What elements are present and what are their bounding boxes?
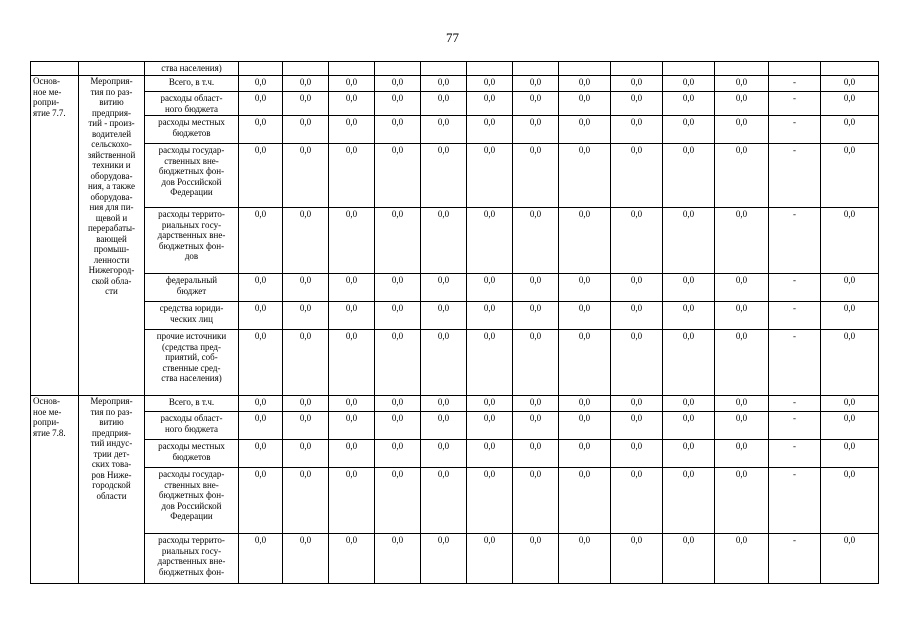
value-cell: 0,0 — [283, 330, 329, 396]
value-cell — [611, 62, 663, 76]
value-cell: 0,0 — [821, 396, 879, 412]
value-cell: 0,0 — [375, 412, 421, 440]
value-cell: 0,0 — [239, 274, 283, 302]
value-cell: 0,0 — [421, 144, 467, 208]
value-cell — [821, 62, 879, 76]
table-row — [31, 302, 879, 330]
value-cell: 0,0 — [559, 468, 611, 534]
value-cell: 0,0 — [421, 208, 467, 274]
table-row — [31, 330, 879, 396]
value-cell: 0,0 — [239, 412, 283, 440]
funding-source: средства юриди- ческих лиц — [145, 302, 239, 330]
value-cell: 0,0 — [821, 412, 879, 440]
value-cell: 0,0 — [239, 468, 283, 534]
value-cell: 0,0 — [239, 116, 283, 144]
value-cell: 0,0 — [375, 76, 421, 92]
dash-cell: - — [769, 208, 821, 274]
value-cell: 0,0 — [283, 144, 329, 208]
value-cell: 0,0 — [821, 274, 879, 302]
value-cell: 0,0 — [821, 76, 879, 92]
value-cell: 0,0 — [611, 412, 663, 440]
value-cell: 0,0 — [329, 144, 375, 208]
value-cell: 0,0 — [611, 468, 663, 534]
value-cell: 0,0 — [559, 116, 611, 144]
dash-cell: - — [769, 76, 821, 92]
value-cell — [559, 62, 611, 76]
value-cell: 0,0 — [467, 412, 513, 440]
value-cell: 0,0 — [329, 92, 375, 116]
value-cell: 0,0 — [239, 330, 283, 396]
value-cell — [421, 62, 467, 76]
code-cell — [31, 62, 79, 76]
value-cell: 0,0 — [329, 330, 375, 396]
name-cell — [79, 62, 145, 76]
dash-cell: - — [769, 440, 821, 468]
value-cell: 0,0 — [375, 92, 421, 116]
value-cell: 0,0 — [513, 534, 559, 584]
funding-source: Всего, в т.ч. — [145, 76, 239, 92]
value-cell: 0,0 — [663, 274, 715, 302]
value-cell: 0,0 — [283, 76, 329, 92]
funding-source: прочие источники (средства пред- приятий, соб- ственные сред- ства населения) — [145, 330, 239, 396]
dash-cell: - — [769, 274, 821, 302]
page-number: 77 — [446, 30, 459, 45]
value-cell: 0,0 — [513, 302, 559, 330]
value-cell: 0,0 — [715, 76, 769, 92]
value-cell: 0,0 — [239, 302, 283, 330]
value-cell: 0,0 — [611, 534, 663, 584]
activity-name: Мероприя- тия по раз- витию предприя- тий индус- трии дет- ских това- ров Ниже- городской области — [79, 396, 145, 584]
value-cell: 0,0 — [513, 396, 559, 412]
value-cell: 0,0 — [283, 302, 329, 330]
value-cell: 0,0 — [329, 534, 375, 584]
value-cell: 0,0 — [375, 144, 421, 208]
value-cell: 0,0 — [559, 76, 611, 92]
value-cell — [769, 62, 821, 76]
value-cell: 0,0 — [715, 396, 769, 412]
table-row — [31, 116, 879, 144]
dash-cell: - — [769, 302, 821, 330]
value-cell — [375, 62, 421, 76]
dash-cell: - — [769, 116, 821, 144]
activity-code: Основ- ное ме- ропри- ятие 7.7. — [31, 76, 79, 396]
dash-cell: - — [769, 396, 821, 412]
table-row — [31, 208, 879, 274]
value-cell: 0,0 — [283, 92, 329, 116]
value-cell: 0,0 — [467, 302, 513, 330]
funding-source: расходы государ- ственных вне- бюджетных фон- дов Российской Федерации — [145, 468, 239, 534]
value-cell: 0,0 — [283, 412, 329, 440]
value-cell: 0,0 — [821, 208, 879, 274]
funding-source: расходы террито- риальных госу- дарственных вне- бюджетных фон- — [145, 534, 239, 584]
activity-name: Мероприя- тия по раз- витию предприя- тий - произ- водителей сельскохо- зяйственной техники и оборудова- ния, а также оборудова- ния для пи- щевой и перерабаты- вающей промыш- ленности Нижегород- ской обла- сти — [79, 76, 145, 396]
funding-source: расходы област- ного бюджета — [145, 92, 239, 116]
value-cell: 0,0 — [663, 330, 715, 396]
value-cell: 0,0 — [329, 274, 375, 302]
value-cell: 0,0 — [821, 92, 879, 116]
table-row — [31, 144, 879, 208]
value-cell: 0,0 — [821, 302, 879, 330]
value-cell: 0,0 — [663, 412, 715, 440]
value-cell: 0,0 — [513, 468, 559, 534]
table-row — [31, 92, 879, 116]
value-cell — [663, 62, 715, 76]
value-cell: 0,0 — [715, 302, 769, 330]
source-label: ства населения) — [145, 62, 239, 76]
value-cell — [513, 62, 559, 76]
dash-cell: - — [769, 92, 821, 116]
funding-source: Всего, в т.ч. — [145, 396, 239, 412]
value-cell: 0,0 — [467, 468, 513, 534]
value-cell: 0,0 — [283, 396, 329, 412]
value-cell — [239, 62, 283, 76]
value-cell: 0,0 — [421, 440, 467, 468]
table-row — [31, 62, 879, 76]
value-cell: 0,0 — [559, 330, 611, 396]
value-cell: 0,0 — [375, 274, 421, 302]
value-cell: 0,0 — [663, 92, 715, 116]
value-cell: 0,0 — [611, 144, 663, 208]
dash-cell: - — [769, 468, 821, 534]
value-cell: 0,0 — [559, 302, 611, 330]
value-cell: 0,0 — [239, 76, 283, 92]
value-cell: 0,0 — [283, 468, 329, 534]
value-cell: 0,0 — [559, 208, 611, 274]
value-cell: 0,0 — [467, 92, 513, 116]
value-cell: 0,0 — [329, 116, 375, 144]
value-cell — [715, 62, 769, 76]
value-cell: 0,0 — [559, 412, 611, 440]
value-cell: 0,0 — [513, 76, 559, 92]
value-cell: 0,0 — [821, 440, 879, 468]
value-cell: 0,0 — [663, 440, 715, 468]
value-cell: 0,0 — [821, 330, 879, 396]
funding-source: расходы террито- риальных госу- дарственных вне- бюджетных фон- дов — [145, 208, 239, 274]
dash-cell: - — [769, 144, 821, 208]
value-cell: 0,0 — [421, 274, 467, 302]
value-cell: 0,0 — [611, 76, 663, 92]
value-cell: 0,0 — [663, 208, 715, 274]
value-cell: 0,0 — [513, 208, 559, 274]
value-cell: 0,0 — [513, 144, 559, 208]
value-cell: 0,0 — [421, 534, 467, 584]
value-cell: 0,0 — [375, 330, 421, 396]
value-cell: 0,0 — [513, 440, 559, 468]
value-cell: 0,0 — [467, 396, 513, 412]
value-cell: 0,0 — [611, 116, 663, 144]
value-cell: 0,0 — [611, 330, 663, 396]
value-cell: 0,0 — [715, 468, 769, 534]
dash-cell: - — [769, 412, 821, 440]
value-cell: 0,0 — [375, 396, 421, 412]
value-cell: 0,0 — [611, 396, 663, 412]
value-cell: 0,0 — [329, 468, 375, 534]
value-cell: 0,0 — [329, 208, 375, 274]
value-cell: 0,0 — [663, 302, 715, 330]
value-cell: 0,0 — [283, 274, 329, 302]
value-cell: 0,0 — [821, 468, 879, 534]
value-cell: 0,0 — [715, 116, 769, 144]
value-cell: 0,0 — [715, 330, 769, 396]
value-cell: 0,0 — [375, 468, 421, 534]
value-cell: 0,0 — [375, 534, 421, 584]
value-cell: 0,0 — [239, 144, 283, 208]
value-cell: 0,0 — [467, 330, 513, 396]
value-cell: 0,0 — [421, 468, 467, 534]
funding-source: расходы област- ного бюджета — [145, 412, 239, 440]
value-cell: 0,0 — [559, 396, 611, 412]
table-row — [31, 76, 879, 92]
value-cell: 0,0 — [421, 116, 467, 144]
funding-source: федеральный бюджет — [145, 274, 239, 302]
funding-source: расходы местных бюджетов — [145, 440, 239, 468]
value-cell: 0,0 — [715, 440, 769, 468]
value-cell: 0,0 — [611, 302, 663, 330]
value-cell: 0,0 — [559, 144, 611, 208]
value-cell — [467, 62, 513, 76]
value-cell: 0,0 — [513, 116, 559, 144]
table-row — [31, 274, 879, 302]
value-cell: 0,0 — [467, 208, 513, 274]
value-cell: 0,0 — [715, 92, 769, 116]
value-cell: 0,0 — [513, 412, 559, 440]
value-cell: 0,0 — [559, 92, 611, 116]
value-cell: 0,0 — [611, 440, 663, 468]
table-row — [31, 440, 879, 468]
value-cell: 0,0 — [239, 208, 283, 274]
value-cell: 0,0 — [421, 92, 467, 116]
value-cell: 0,0 — [329, 412, 375, 440]
value-cell: 0,0 — [611, 92, 663, 116]
value-cell: 0,0 — [663, 396, 715, 412]
value-cell: 0,0 — [663, 534, 715, 584]
value-cell: 0,0 — [559, 534, 611, 584]
value-cell: 0,0 — [559, 274, 611, 302]
value-cell: 0,0 — [611, 208, 663, 274]
value-cell: 0,0 — [239, 440, 283, 468]
value-cell: 0,0 — [715, 208, 769, 274]
value-cell: 0,0 — [467, 144, 513, 208]
value-cell: 0,0 — [513, 274, 559, 302]
value-cell: 0,0 — [421, 302, 467, 330]
value-cell: 0,0 — [283, 116, 329, 144]
budget-table — [30, 61, 879, 584]
funding-source: расходы местных бюджетов — [145, 116, 239, 144]
table-row — [31, 468, 879, 534]
value-cell: 0,0 — [663, 144, 715, 208]
value-cell: 0,0 — [821, 144, 879, 208]
value-cell: 0,0 — [663, 116, 715, 144]
value-cell: 0,0 — [421, 76, 467, 92]
dash-cell: - — [769, 330, 821, 396]
value-cell: 0,0 — [715, 534, 769, 584]
value-cell: 0,0 — [467, 116, 513, 144]
value-cell: 0,0 — [663, 76, 715, 92]
value-cell: 0,0 — [421, 330, 467, 396]
value-cell: 0,0 — [467, 76, 513, 92]
value-cell: 0,0 — [467, 274, 513, 302]
value-cell: 0,0 — [821, 534, 879, 584]
value-cell: 0,0 — [715, 144, 769, 208]
value-cell: 0,0 — [375, 440, 421, 468]
dash-cell: - — [769, 534, 821, 584]
value-cell — [329, 62, 375, 76]
value-cell: 0,0 — [329, 76, 375, 92]
value-cell: 0,0 — [663, 468, 715, 534]
value-cell: 0,0 — [421, 412, 467, 440]
value-cell: 0,0 — [821, 116, 879, 144]
value-cell: 0,0 — [513, 330, 559, 396]
value-cell: 0,0 — [467, 440, 513, 468]
value-cell: 0,0 — [239, 396, 283, 412]
value-cell: 0,0 — [513, 92, 559, 116]
value-cell — [283, 62, 329, 76]
activity-code: Основ- ное ме- ропри- ятие 7.8. — [31, 396, 79, 584]
value-cell: 0,0 — [329, 396, 375, 412]
value-cell: 0,0 — [375, 208, 421, 274]
table-row — [31, 412, 879, 440]
value-cell: 0,0 — [375, 302, 421, 330]
value-cell: 0,0 — [467, 534, 513, 584]
value-cell: 0,0 — [421, 396, 467, 412]
funding-source: расходы государ- ственных вне- бюджетных фон- дов Российской Федерации — [145, 144, 239, 208]
value-cell: 0,0 — [329, 302, 375, 330]
value-cell: 0,0 — [375, 116, 421, 144]
value-cell: 0,0 — [329, 440, 375, 468]
table-row — [31, 534, 879, 584]
value-cell: 0,0 — [283, 440, 329, 468]
value-cell: 0,0 — [611, 274, 663, 302]
value-cell: 0,0 — [715, 274, 769, 302]
value-cell: 0,0 — [283, 208, 329, 274]
value-cell: 0,0 — [559, 440, 611, 468]
value-cell: 0,0 — [239, 92, 283, 116]
value-cell: 0,0 — [715, 412, 769, 440]
value-cell: 0,0 — [239, 534, 283, 584]
value-cell: 0,0 — [283, 534, 329, 584]
table-row — [31, 396, 879, 412]
